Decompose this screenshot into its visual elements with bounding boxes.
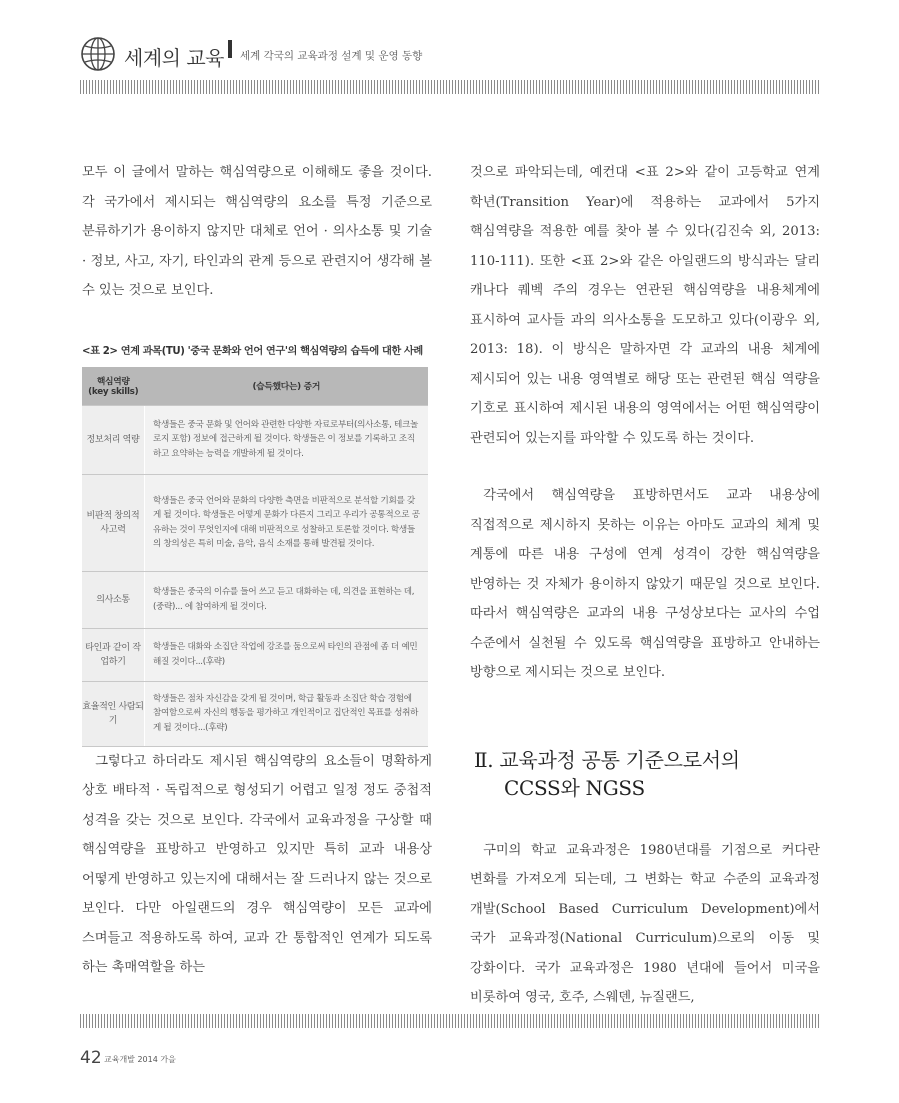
table-row (82, 681, 428, 746)
table-header-key (82, 367, 145, 406)
left-paragraph-1: 모두 이 글에서 말하는 핵심역량으로 이해해도 좋을 것이다. 각 국가에서 제시되는 핵심역량의 요소를 특정 기준으로 분류하기가 용이하지 않지만 대체로 언어 · 의사소통 및 기술 · 정보, 사고, 자기, 타인과의 관계 등으로 관련지어 생각해 볼 수 있는 것으로 보인다. (82, 165, 432, 298)
table-row (82, 571, 428, 628)
table-row-value: 학생들은 대화와 소집단 작업에 강조를 둠으로써 타인의 관점에 좀 더 예민해질 것이다...(후략) (145, 628, 429, 681)
table-row-value: 학생들은 중국 문화 및 언어와 관련한 다양한 자료로부터(의사소통, 테크놀로지 포함) 정보에 접근하게 될 것이다. 학생들은 이 정보를 기록하고 조직하고 요약하는 능력을 개발하게 될 것이다. (145, 405, 429, 474)
table-row-key: 타인과 같이 작업하기 (82, 628, 145, 681)
header-key-label: 핵심역량 (96, 377, 130, 387)
page-header (80, 34, 820, 74)
table-row-value: 학생들은 점차 자신감을 갖게 될 것이며, 학급 활동과 소집단 학습 경험에 참여함으로써 자신의 행동을 평가하고 개인적이고 집단적인 목표를 성취하게 될 것이다...(후략) (145, 681, 429, 746)
bottom-hatch-rule (80, 1014, 820, 1028)
section-heading (474, 746, 820, 802)
table-header-row (82, 367, 428, 406)
page-number: 42 (80, 1048, 102, 1068)
key-skills-table (82, 367, 428, 747)
table-row (82, 405, 428, 474)
table-row-key: 정보처리 역량 (82, 405, 145, 474)
table-row-value: 학생들은 중국 언어와 문화의 다양한 측면을 비판적으로 분석할 기회를 갖게 될 것이다. 학생들은 어떻게 문화가 다른지 그리고 우리가 공통적으로 공유하는 것이 무엇인지에 대해 비판적으로 성찰하고 토론할 것이다. 학생들의 창의성은 특히 미술, 음악, 음식 소재를 통해 발견될 것이다. (145, 474, 429, 571)
publication-info: 교육개발 2014 가을 (104, 1055, 176, 1064)
right-paragraph-2: 각국에서 핵심역량을 표방하면서도 교과 내용상에 직접적으로 제시하지 못하는 이유는 아마도 교과의 체계 및 계통에 따른 내용 구성에 연계 성격이 강한 핵심역량을 반영하는 것 자체가 용이하지 않았기 때문일 것으로 보인다. 따라서 핵심역량은 교과의 내용 구성상보다는 교사의 수업 수준에서 실천될 수 있도록 핵심역량을 표방하고 안내하는 방향으로 제시되는 것으로 보인다. (470, 488, 820, 680)
section-brand-title: 세계의 교육 (124, 46, 224, 70)
table-row-value: 학생들은 중국의 이슈를 들어 쓰고 듣고 대화하는 데, 의견을 표현하는 데, (중략)... 에 참여하게 될 것이다. (145, 571, 429, 628)
table-caption: <표 2> 연계 과목(TU) '중국 문화와 언어 연구'의 핵심역량의 습득에 대한 사례 (82, 345, 423, 357)
header-key-sublabel: (key skills) (88, 387, 139, 397)
table-row-key: 효율적인 사람되기 (82, 681, 145, 746)
left-column (82, 158, 432, 983)
table-row-key: 비판적 창의적 사고력 (82, 474, 145, 571)
right-paragraph-3: 구미의 학교 교육과정은 1980년대를 기점으로 커다란 변화를 가져오게 되는데, 그 변화는 학교 수준의 교육과정 개발(School Based Curriculum Development)에서 국가 교육과정(National Curriculum)으로의 이동 및 강화이다. 국가 교육과정은 1980 년대에 들어서 미국을 비롯하여 영국, 호주, 스웨덴, 뉴질랜드, (470, 842, 820, 1005)
table-row (82, 628, 428, 681)
section-subtitle: 세계 각국의 교육과정 설계 및 운영 동향 (240, 50, 423, 62)
brand-divider (228, 40, 232, 58)
top-hatch-rule (80, 80, 820, 94)
right-paragraph-1: 것으로 파악되는데, 예컨대 <표 2>와 같이 고등학교 연계 학년(Transition Year)에 적용하는 교과에서 5가지 핵심역량을 적용한 예를 찾아 볼 수 있다(김진숙 외, 2013: 110-111). 또한 <표 2>와 같은 아일랜드의 방식과는 달리 캐나다 퀘벡 주의 경우는 연관된 핵심역량을 내용체계에 표시하여 교사들 과의 의사소통을 도모하고 있다(이광우 외, 2013: 18). 이 방식은 말하자면 각 교과의 내용 체계에 제시되어 있는 내용 영역별로 해당 또는 관련된 핵심 역량을 기호로 표시하여 제시된 내용의 영역에서는 어떤 핵심역량이 관련되어 있는지를 파악할 수 있도록 하는 것이다. (470, 165, 820, 446)
table-row (82, 474, 428, 571)
table-header-evidence: (습득했다는) 증거 (145, 367, 429, 406)
section-heading-line-1: Ⅱ. 교육과정 공통 기준으로서의 (474, 747, 740, 772)
section-heading-line-2: CCSS와 NGSS (504, 775, 645, 800)
globe-icon (80, 36, 116, 72)
table-row-key: 의사소통 (82, 571, 145, 628)
left-paragraph-2: 그렇다고 하더라도 제시된 핵심역량의 요소들이 명확하게 상호 배타적 · 독립적으로 형성되기 어렵고 일정 정도 중첩적 성격을 갖는 것으로 보인다. 각국에서 교육과정을 구상할 때 핵심역량을 표방하고 반영하고 있지만 특히 교과 내용상 어떻게 반영하고 있는지에 대해서는 잘 드러나지 않는 것으로 보인다. 다만 아일랜드의 경우 핵심역량이 모든 교과에 스며들고 적용하도록 하여, 교과 간 통합적인 연계가 되도록 하는 촉매역할을 하는 (82, 753, 432, 975)
right-column (470, 158, 820, 1013)
